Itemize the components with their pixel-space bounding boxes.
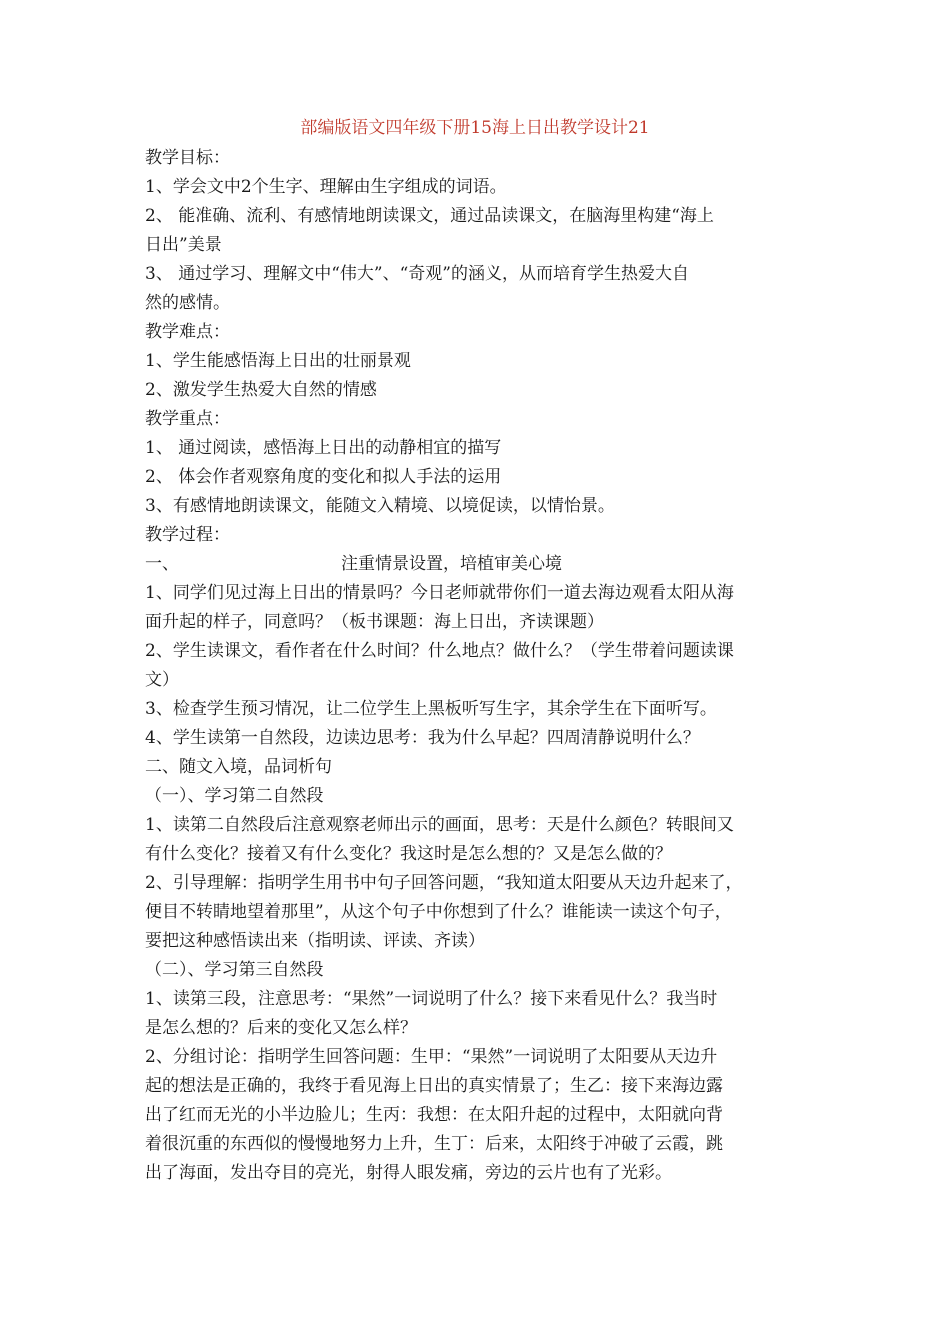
document-body <box>145 144 825 1188</box>
section-one-title: 注重情景设置，培植审美心境 <box>341 554 562 574</box>
paragraph-line: 2、 能准确、流利、有感情地朗读课文，通过品读课文，在脑海里构建“海上 <box>145 206 714 226</box>
paragraph-line: 2、学生读课文，看作者在什么时间？什么地点？做什么？（学生带着问题读课 <box>145 641 734 661</box>
paragraph-line: 出了海面，发出夺目的亮光，射得人眼发痛，旁边的云片也有了光彩。 <box>145 1163 672 1183</box>
paragraph-line: 日出”美景 <box>145 235 222 255</box>
section-one-number: 一、 <box>145 554 179 574</box>
paragraph-line: 3、检查学生预习情况，让二位学生上黑板听写生字，其余学生在下面听写。 <box>145 699 717 719</box>
heading-objectives: 教学目标： <box>145 148 230 168</box>
document-title: 部编版语文四年级下册15海上日出教学设计21 <box>300 118 650 138</box>
section-one-heading <box>145 550 825 579</box>
paragraph-line: 着很沉重的东西似的慢慢地努力上升，生丁：后来，太阳终于冲破了云霞，跳 <box>145 1134 723 1154</box>
paragraph-line: 起的想法是正确的，我终于看见海上日出的真实情景了；生乙：接下来海边露 <box>145 1076 723 1096</box>
paragraph-line: 有什么变化？接着又有什么变化？我这时是怎么想的？又是怎么做的？ <box>145 844 672 864</box>
paragraph-line: 2、 体会作者观察角度的变化和拟人手法的运用 <box>145 467 502 487</box>
subsection-heading: （一）、学习第二自然段 <box>145 786 324 806</box>
paragraph-line: 面升起的样子，同意吗？（板书课题：海上日出，齐读课题） <box>145 612 604 632</box>
paragraph-line: 4、学生读第一自然段，边读边思考：我为什么早起？四周清静说明什么？ <box>145 728 700 748</box>
paragraph-line: 1、学会文中2个生字、理解由生字组成的词语。 <box>145 177 507 197</box>
paragraph-line: 1、同学们见过海上日出的情景吗？今日老师就带你们一道去海边观看太阳从海 <box>145 583 734 603</box>
paragraph-line: 1、读第二自然段后注意观察老师出示的画面，思考：天是什么颜色？转眼间又 <box>145 815 734 835</box>
heading-difficulties: 教学难点： <box>145 322 230 342</box>
paragraph-line: 然的感情。 <box>145 293 230 313</box>
paragraph-line: 1、读第三段，注意思考：“果然”一词说明了什么？接下来看见什么？我当时 <box>145 989 718 1009</box>
paragraph-line: 要把这种感悟读出来（指明读、评读、齐读） <box>145 931 485 951</box>
section-two-heading: 二、随文入境，品词析句 <box>145 757 332 777</box>
paragraph-line: 3、有感情地朗读课文，能随文入精境、以境促读，以情怡景。 <box>145 496 615 516</box>
paragraph-line: 2、分组讨论：指明学生回答问题：生甲：“果然”一词说明了太阳要从天边升 <box>145 1047 718 1067</box>
paragraph-line: 1、 通过阅读，感悟海上日出的动静相宜的描写 <box>145 438 502 458</box>
heading-key-points: 教学重点： <box>145 409 230 429</box>
paragraph-line: 文） <box>145 670 179 690</box>
paragraph-line: 2、引导理解：指明学生用书中句子回答问题，“我知道太阳要从天边升起来了， <box>145 873 743 893</box>
paragraph-line: 2、激发学生热爱大自然的情感 <box>145 380 377 400</box>
heading-process: 教学过程： <box>145 525 230 545</box>
paragraph-line: 便目不转睛地望着那里”，从这个句子中你想到了什么？谁能读一读这个句子， <box>145 902 732 922</box>
subsection-heading: （二）、学习第三自然段 <box>145 960 324 980</box>
paragraph-line: 1、学生能感悟海上日出的壮丽景观 <box>145 351 411 371</box>
paragraph-line: 出了红而无光的小半边脸儿；生丙：我想：在太阳升起的过程中，太阳就向背 <box>145 1105 723 1125</box>
paragraph-line: 3、 通过学习、理解文中“伟大”、“奇观”的涵义，从而培育学生热爱大自 <box>145 264 689 284</box>
paragraph-line: 是怎么想的？后来的变化又怎么样？ <box>145 1018 417 1038</box>
